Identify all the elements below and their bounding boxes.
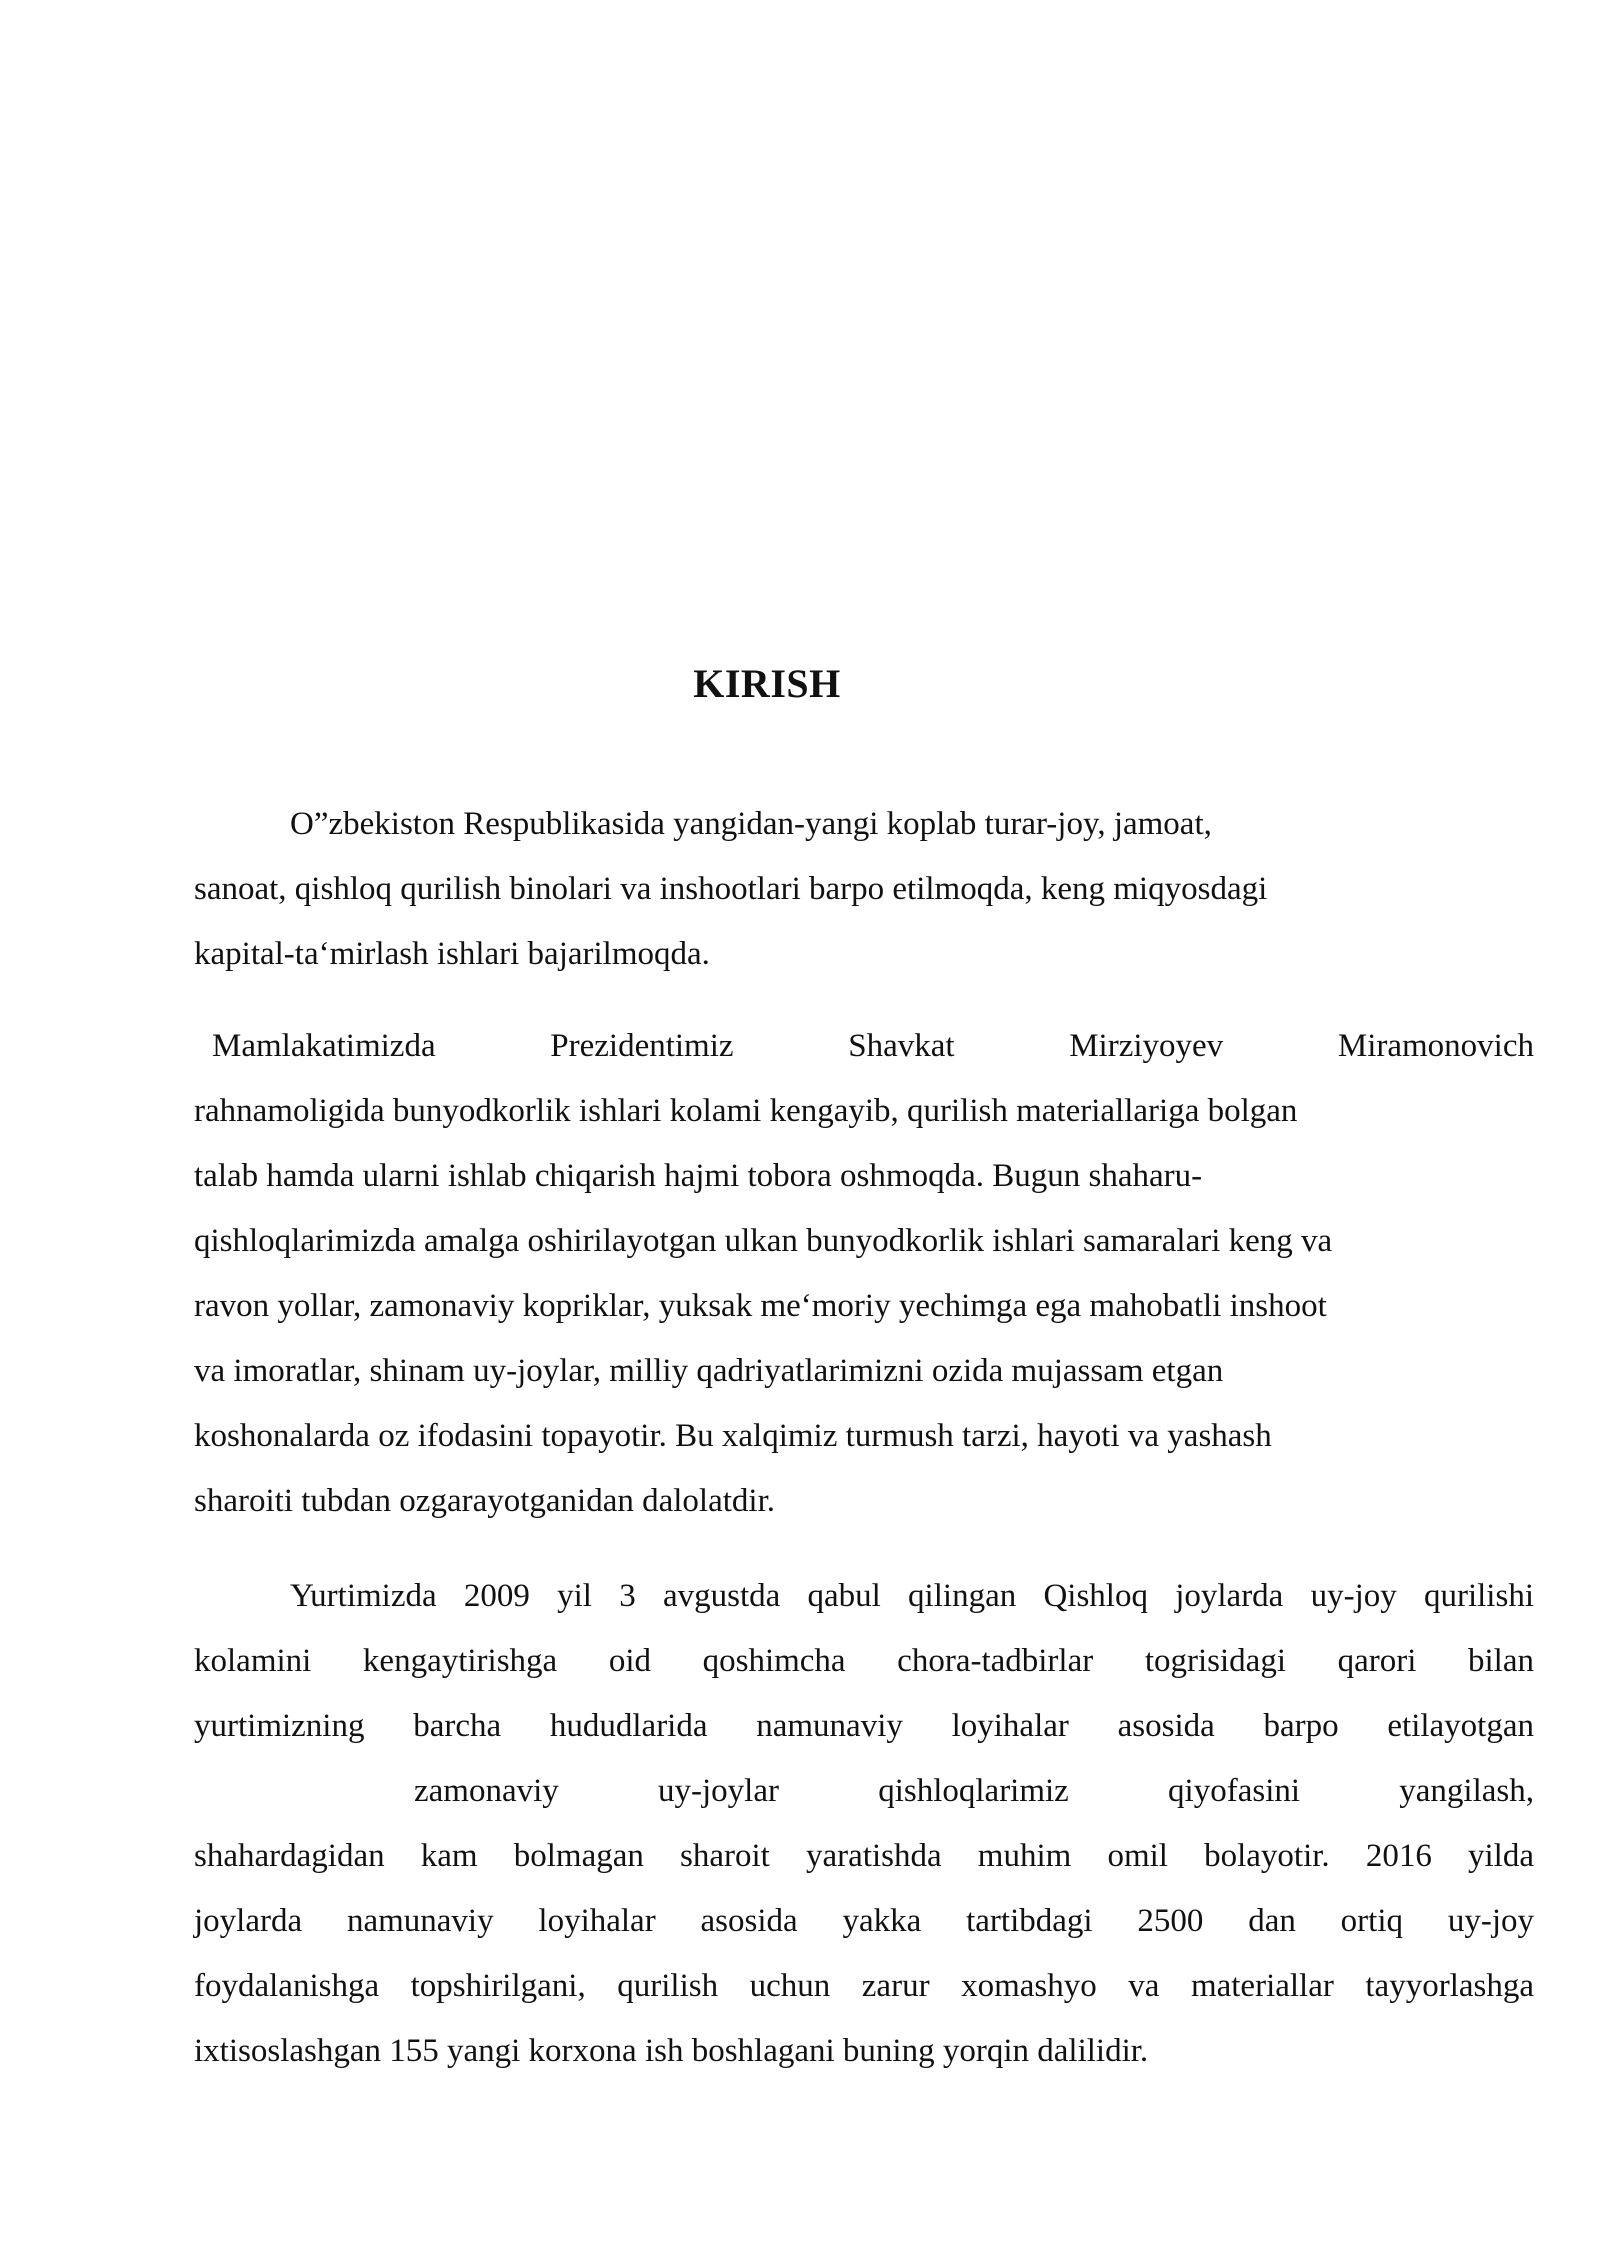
paragraph-line: va imoratlar, shinam uy-joylar, milliy qadriyatlarimizni ozida mujassam etgan <box>194 1353 1224 1389</box>
paragraph-line: ravon yollar, zamonaviy kopriklar, yuksak me‘moriy yechimga ega mahobatli inshoot <box>194 1288 1327 1324</box>
paragraph-line: shahardagidan kam bolmagan sharoit yaratishda muhim omil bolayotir. 2016 yilda <box>194 1838 1534 1874</box>
paragraph-line: kolamini kengaytirishga oid qoshimcha chora-tadbirlar togrisidagi qarori bilan <box>194 1643 1534 1679</box>
paragraph-line: zamonaviy uy-joylar qishloqlarimiz qiyofasini yangilash, <box>414 1773 1534 1809</box>
paragraph-line: O”zbekiston Respublikasida yangidan-yangi koplab turar-joy, jamoat, <box>290 806 1212 842</box>
paragraph-line: Yurtimizda 2009 yil 3 avgustda qabul qilingan Qishloq joylarda uy-joy qurilishi <box>290 1578 1534 1614</box>
paragraph-line: rahnamoligida bunyodkorlik ishlari kolami kengayib, qurilish materiallariga bolgan <box>194 1093 1298 1129</box>
paragraph-line: yurtimizning barcha hududlarida namunaviy loyihalar asosida barpo etilayotgan <box>194 1708 1534 1744</box>
paragraph-line: talab hamda ularni ishlab chiqarish hajmi tobora oshmoqda. Bugun shaharu- <box>194 1158 1203 1194</box>
paragraph-intro <box>194 792 1534 987</box>
paragraph-line: sharoiti tubdan ozgarayotganidan dalolatdir. <box>194 1483 775 1519</box>
paragraph-line: Mamlakatimizda Prezidentimiz Shavkat Mirziyoyev Miramonovich <box>212 1028 1534 1064</box>
paragraph-line: sanoat, qishloq qurilish binolari va inshootlari barpo etilmoqda, keng miqyosdagi <box>194 871 1268 907</box>
page-title: KIRISH <box>693 661 841 706</box>
paragraph-line: koshonalarda oz ifodasini topayotir. Bu xalqimiz turmush tarzi, hayoti va yashash <box>194 1418 1272 1454</box>
paragraph-president <box>194 1014 1534 1534</box>
paragraph-line: ixtisoslashgan 155 yangi korxona ish boshlagani buning yorqin dalilidir. <box>194 2033 1149 2069</box>
paragraph-line: joylarda namunaviy loyihalar asosida yakka tartibdagi 2500 dan ortiq uy-joy <box>194 1903 1534 1939</box>
paragraph-line: qishloqlarimizda amalga oshirilayotgan ulkan bunyodkorlik ishlari samaralari keng va <box>194 1223 1333 1259</box>
paragraph-housing <box>194 1564 1534 2084</box>
paragraph-line: foydalanishga topshirilgani, qurilish uchun zarur xomashyo va materiallar tayyorlashga <box>194 1968 1534 2004</box>
paragraph-line: kapital-ta‘mirlash ishlari bajarilmoqda. <box>194 936 710 972</box>
